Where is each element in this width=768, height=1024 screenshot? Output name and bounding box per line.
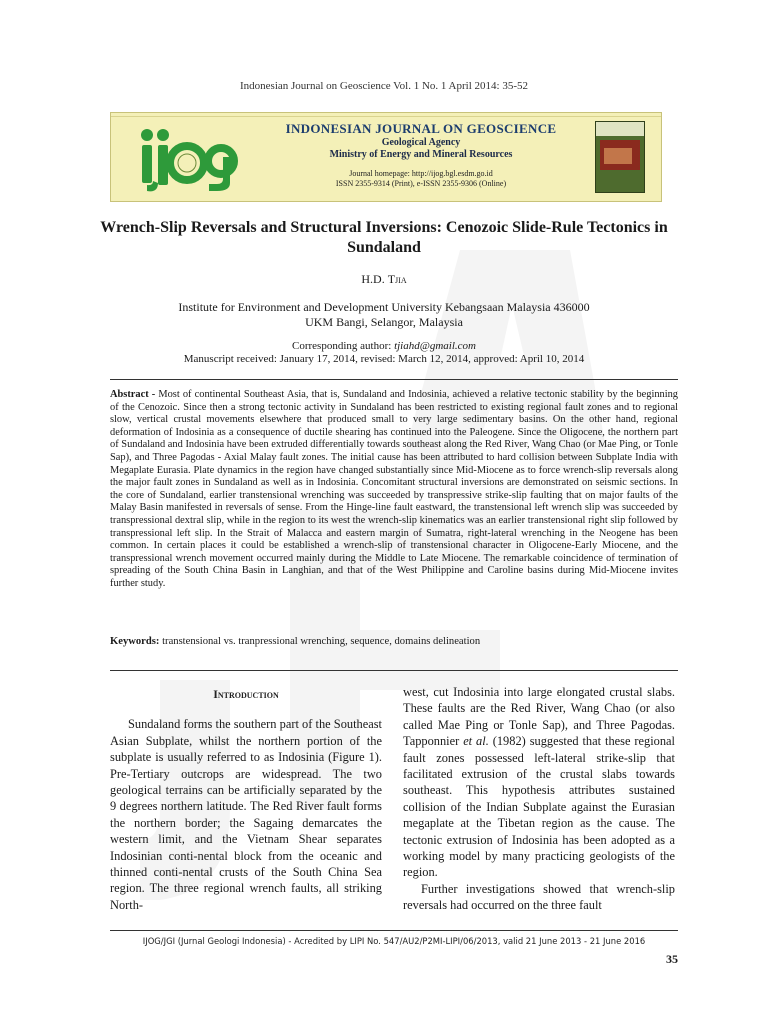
journal-cover-thumbnail: [595, 121, 645, 193]
footer-rule: [110, 930, 678, 931]
banner-text-block: [241, 121, 601, 189]
abstract-label: Abstract -: [110, 389, 159, 400]
abstract-text: Most of continental Southeast Asia, that is, Sundaland and Indosinia, achieved a relative tectonic stability by the beginning of the Cenozoic. Since then a strong tectonic activity in Sundaland has been restricted to existing regional fault zones and to regional slow, vertical crustal movements elsewhere that produced small to very large sedimentary basins. On the other hand, regional deformation of Indosinia as a consequence of ductile shearing has continued into the Paleogene. Since the Oligocene, the northern part of Sundaland and Indosinia have been extruded differentially towards southeast along the Red River, Wang Chao (or Mae Ping, or Tonle Sap), and Three Pagodas - Axial Malay fault zones. The initial cause has been attributed to hard collision between Subplate India with Megaplate Eurasia. Plate dynamics in the region have changed substantially since Mid-Miocene as to force wrench-slip reversals along the major fault zones in Sundaland as well as in Indosinia. Concomitant structural inversions are demonstrated on seismic sections. In the core of Sundaland, earlier transtensional wrenching was succeeded by transpressive strike-slip faulting that on major faults of the Malay Basin manifested in reversals of sense. From the Hinge-line fault eastward, the transtensional left wrench slip was succeeded by transpressional dextral slip, while in the region to its west the wrench-slip kinematics was an earlier transtensional right slip followed by transpressional left slip. In the Strait of Malacca and eastern margin of Sumatra, right-lateral wrenching in the Neogene has been common. In certain places it could be established a wrench-slip of transtensional character in Oligocene-Early Miocene, and the transpressional wrench movement occurred mainly during the Middle to Late Miocene. The remarkable coincidence of termination of spreading of the South China Basin in Langhian, and that of the West Philippine and Caroline basins during Mid-Miocene invites further study.: [110, 389, 678, 589]
et-al: et al.: [463, 734, 489, 749]
abstract: [110, 389, 678, 591]
corresponding-email[interactable]: tjiahd@gmail.com: [394, 340, 476, 352]
keywords-label: Keywords:: [110, 636, 163, 647]
journal-banner: [110, 112, 662, 202]
banner-divider: [111, 116, 661, 117]
left-column: [110, 686, 382, 913]
intro-paragraph-1: Sundaland forms the southern part of the Southeast Asian Subplate, whilst the northern portion of the subplate is usually referred to as Indosinia (Figure 1). Pre-Tertiary outcrops are widespread. The two geological terrains can be artificially separated by the 9 degrees northern latitude. The Red River fault forms the northern border; the Sagaing demarcates the western limit, and the Vietnam Shear separates Indosinian conti-nental block from the oceanic and thinned conti-nental crusts of the South China Sea region. The three regional wrench faults, all striking North-: [110, 717, 382, 912]
correspondence-block: [0, 340, 768, 366]
page-number: 35: [666, 952, 678, 966]
ijog-logo: [131, 121, 241, 193]
manuscript-dates: Manuscript received: January 17, 2014, revised: March 12, 2014, approved: April 10, 2014: [183, 353, 585, 365]
intro-paragraph-3: Further investigations showed that wrench-slip reversals had occurred on the three fault: [403, 881, 675, 913]
corresponding-author: [0, 340, 768, 353]
footer-accreditation: IJOG/JGI (Jurnal Geologi Indonesia) - Acredited by LIPI No. 547/AU2/P2MI-LIPI/06/2013, valid 21 June 2013 - 21 June 2016: [142, 936, 646, 946]
intro-paragraph-2-part-a: west, cut Indosinia into large elongated crustal slabs. These faults are the Red River, Wang Chao (or also called Mae Ping or Tonle Sap), and Three Pagodas. Tapponnier: [403, 685, 675, 749]
intro-paragraph-2: [403, 684, 675, 881]
intro-paragraph-2-part-b: (1982) suggested that these regional fault zones possessed left-lateral strike-slip that facilitated extrusion of the crustal slabs towards southeast. This hypothesis attributes sustained collision of the Indian Subplate against the Eurasian megaplate at the Tibetan region as the cause. The tectonic extrusion of Indosinia has been adopted as a working model by many practicing geologists of the region.: [403, 734, 675, 880]
journal-issn: ISSN 2355-9314 (Print), e-ISSN 2355-9306 (Online): [335, 179, 507, 188]
cover-header-band: [596, 122, 644, 136]
affiliation-line-2: UKM Bangi, Selangor, Malaysia: [305, 315, 463, 329]
author-line: [0, 272, 768, 287]
author-surname: Tjia: [387, 272, 407, 286]
agency-name: Geological Agency: [381, 137, 461, 148]
abstract-top-rule: [110, 379, 678, 380]
journal-title: INDONESIAN JOURNAL ON GEOSCIENCE: [285, 121, 557, 136]
abstract-bottom-rule: [110, 670, 678, 671]
affiliation-line-1: Institute for Environment and Development University Kebangsaan Malaysia 436000: [178, 300, 590, 314]
journal-citation-line: Indonesian Journal on Geoscience Vol. 1 No. 1 April 2014: 35-52: [240, 80, 528, 92]
keywords: [110, 636, 678, 647]
section-heading-introduction: Introduction: [213, 687, 279, 701]
author-initials: H.D.: [361, 272, 388, 286]
journal-homepage: Journal homepage: http://ijog.bgl.esdm.go.id: [349, 169, 493, 178]
cover-image-detail: [604, 148, 632, 164]
article-title: Wrench-Slip Reversals and Structural Inversions: Cenozoic Slide-Rule Tectonics in Sundaland: [100, 219, 668, 256]
keywords-text: transtensional vs. tranpressional wrenching, sequence, domains delineation: [162, 636, 481, 647]
affiliation: [0, 300, 768, 330]
right-column: [403, 684, 675, 914]
ministry-name: Ministry of Energy and Mineral Resources: [329, 149, 513, 160]
corresponding-label: Corresponding author:: [292, 340, 395, 352]
